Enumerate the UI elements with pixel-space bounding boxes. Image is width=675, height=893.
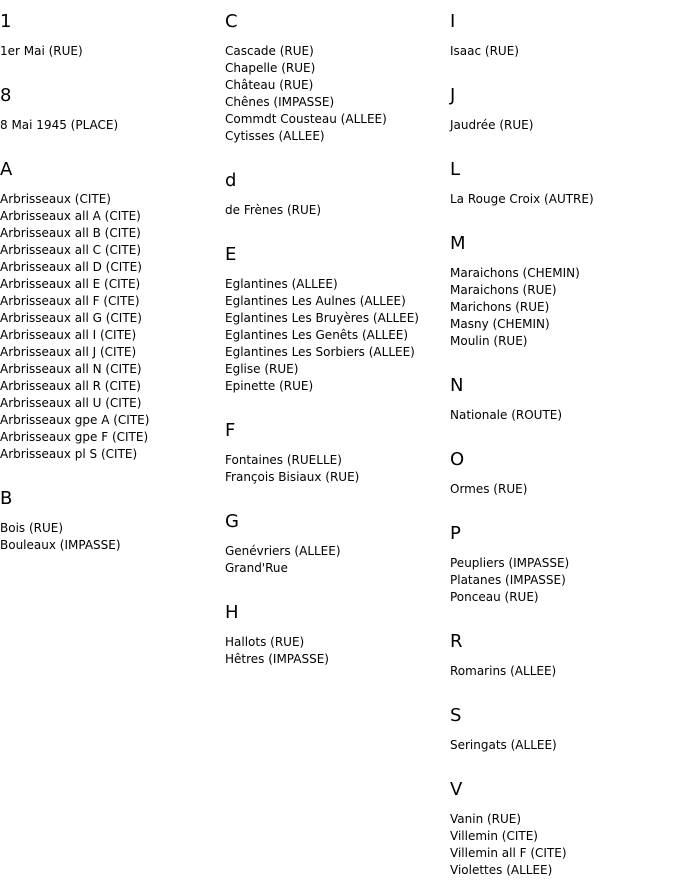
street-list-item: Chapelle (RUE) bbox=[225, 61, 316, 75]
section-letter-heading: 8 bbox=[0, 85, 12, 106]
street-list-item: Grand'Rue bbox=[225, 561, 288, 575]
street-list-item: Romarins (ALLEE) bbox=[450, 664, 557, 678]
street-list-item: Ponceau (RUE) bbox=[450, 590, 539, 604]
letter-section bbox=[450, 364, 674, 424]
street-list-item: Arbrisseaux all C (CITE) bbox=[0, 243, 142, 257]
street-list-item: Arbrisseaux all G (CITE) bbox=[0, 311, 142, 325]
street-list-item: Eglantines Les Sorbiers (ALLEE) bbox=[225, 345, 415, 359]
street-list bbox=[225, 634, 449, 668]
section-letter-heading: N bbox=[450, 375, 464, 396]
street-list-item: Arbrisseaux all U (CITE) bbox=[0, 396, 142, 410]
letter-section bbox=[0, 74, 224, 134]
street-list-item: Isaac (RUE) bbox=[450, 44, 519, 58]
street-list-item: Cytisses (ALLEE) bbox=[225, 129, 325, 143]
letter-section bbox=[0, 148, 224, 463]
street-list-item: Genévriers (ALLEE) bbox=[225, 544, 341, 558]
street-list-item: Nationale (ROUTE) bbox=[450, 408, 563, 422]
section-letter-heading: S bbox=[450, 705, 462, 726]
street-list-item: La Rouge Croix (AUTRE) bbox=[450, 192, 594, 206]
street-list bbox=[225, 452, 449, 486]
letter-section bbox=[450, 512, 674, 606]
letter-section bbox=[450, 74, 674, 134]
street-list-item: de Frènes (RUE) bbox=[225, 203, 322, 217]
street-list-item: Hallots (RUE) bbox=[225, 635, 305, 649]
street-list-item: Cascade (RUE) bbox=[225, 44, 314, 58]
street-list-item: 1er Mai (RUE) bbox=[0, 44, 83, 58]
street-list-item: Arbrisseaux gpe A (CITE) bbox=[0, 413, 150, 427]
street-list-item: Moulin (RUE) bbox=[450, 334, 528, 348]
street-list-item: Marichons (RUE) bbox=[450, 300, 550, 314]
street-list-item: Arbrisseaux all F (CITE) bbox=[0, 294, 140, 308]
street-list-item: Chênes (IMPASSE) bbox=[225, 95, 335, 109]
street-list bbox=[450, 481, 674, 498]
street-list-item: Vanin (RUE) bbox=[450, 812, 522, 826]
street-list-item: Platanes (IMPASSE) bbox=[450, 573, 566, 587]
section-letter-heading: V bbox=[450, 779, 463, 800]
letter-section bbox=[225, 409, 449, 486]
letter-section bbox=[225, 500, 449, 577]
street-list bbox=[450, 265, 674, 350]
street-list bbox=[450, 555, 674, 606]
section-letter-heading: I bbox=[450, 11, 456, 32]
street-list bbox=[450, 663, 674, 680]
street-list-item: Jaudrée (RUE) bbox=[450, 118, 534, 132]
street-list bbox=[450, 43, 674, 60]
letter-section bbox=[0, 0, 224, 60]
letter-section bbox=[450, 0, 674, 60]
letter-section bbox=[450, 438, 674, 498]
street-list bbox=[0, 520, 224, 554]
street-list-item: Peupliers (IMPASSE) bbox=[450, 556, 570, 570]
street-list bbox=[225, 543, 449, 577]
street-list-item: Violettes (ALLEE) bbox=[450, 863, 553, 877]
section-letter-heading: B bbox=[0, 488, 13, 509]
street-list-item: François Bisiaux (RUE) bbox=[225, 470, 360, 484]
street-list-item: Fontaines (RUELLE) bbox=[225, 453, 342, 467]
letter-section bbox=[225, 0, 449, 145]
section-letter-heading: G bbox=[225, 511, 239, 532]
street-list-item: Arbrisseaux all D (CITE) bbox=[0, 260, 142, 274]
street-list-item: Eglantines Les Aulnes (ALLEE) bbox=[225, 294, 406, 308]
letter-section bbox=[450, 694, 674, 754]
street-list-item: Arbrisseaux all A (CITE) bbox=[0, 209, 141, 223]
street-list-item: Eglantines (ALLEE) bbox=[225, 277, 338, 291]
section-letter-heading: J bbox=[450, 85, 456, 106]
street-list-item: Arbrisseaux all E (CITE) bbox=[0, 277, 141, 291]
letter-section bbox=[225, 159, 449, 219]
street-list bbox=[450, 811, 674, 879]
section-letter-heading: O bbox=[450, 449, 465, 470]
section-letter-heading: 1 bbox=[0, 11, 12, 32]
street-list-item: Arbrisseaux all J (CITE) bbox=[0, 345, 137, 359]
section-letter-heading: L bbox=[450, 159, 461, 180]
street-list bbox=[450, 117, 674, 134]
street-list-item: Arbrisseaux pl S (CITE) bbox=[0, 447, 138, 461]
letter-section bbox=[450, 620, 674, 680]
street-list-item: Arbrisseaux all I (CITE) bbox=[0, 328, 137, 342]
street-list-item: Seringats (ALLEE) bbox=[450, 738, 557, 752]
street-list bbox=[450, 191, 674, 208]
section-letter-heading: d bbox=[225, 170, 237, 191]
street-list-item: Hêtres (IMPASSE) bbox=[225, 652, 329, 666]
street-list-item: Eglantines Les Genêts (ALLEE) bbox=[225, 328, 409, 342]
section-letter-heading: F bbox=[225, 420, 236, 441]
street-list-item: Eglantines Les Bruyères (ALLEE) bbox=[225, 311, 419, 325]
section-letter-heading: M bbox=[450, 233, 466, 254]
street-list-item: Maraichons (CHEMIN) bbox=[450, 266, 580, 280]
letter-section bbox=[0, 477, 224, 554]
street-list-item: Epinette (RUE) bbox=[225, 379, 314, 393]
street-list-item: Arbrisseaux all N (CITE) bbox=[0, 362, 142, 376]
street-list-item: Masny (CHEMIN) bbox=[450, 317, 550, 331]
street-list bbox=[225, 202, 449, 219]
street-list-item: Villemin all F (CITE) bbox=[450, 846, 567, 860]
street-list-item: Maraichons (RUE) bbox=[450, 283, 557, 297]
street-list-item: Commdt Cousteau (ALLEE) bbox=[225, 112, 387, 126]
letter-section bbox=[225, 233, 449, 395]
section-letter-heading: A bbox=[0, 159, 13, 180]
street-list bbox=[225, 43, 449, 145]
street-list bbox=[0, 43, 224, 60]
street-list-item: Ormes (RUE) bbox=[450, 482, 528, 496]
street-list bbox=[450, 407, 674, 424]
street-list-item: Bois (RUE) bbox=[0, 521, 64, 535]
section-letter-heading: H bbox=[225, 602, 239, 623]
section-letter-heading: R bbox=[450, 631, 463, 652]
street-list-item: Eglise (RUE) bbox=[225, 362, 299, 376]
street-list-item: Arbrisseaux all B (CITE) bbox=[0, 226, 141, 240]
street-index-column-1 bbox=[0, 0, 224, 568]
street-list-item: Villemin (CITE) bbox=[450, 829, 538, 843]
street-list bbox=[0, 191, 224, 463]
street-list-item: 8 Mai 1945 (PLACE) bbox=[0, 118, 119, 132]
street-index-column-3 bbox=[450, 0, 674, 893]
letter-section bbox=[450, 222, 674, 350]
street-list-item: Château (RUE) bbox=[225, 78, 314, 92]
street-list-item: Bouleaux (IMPASSE) bbox=[0, 538, 121, 552]
section-letter-heading: C bbox=[225, 11, 238, 32]
section-letter-heading: E bbox=[225, 244, 237, 265]
street-index-column-2 bbox=[225, 0, 449, 682]
street-list bbox=[450, 737, 674, 754]
letter-section bbox=[450, 148, 674, 208]
letter-section bbox=[450, 768, 674, 879]
street-list bbox=[0, 117, 224, 134]
street-list bbox=[225, 276, 449, 395]
street-list-item: Arbrisseaux gpe F (CITE) bbox=[0, 430, 149, 444]
street-list-item: Arbrisseaux all R (CITE) bbox=[0, 379, 141, 393]
section-letter-heading: P bbox=[450, 523, 461, 544]
street-list-item: Arbrisseaux (CITE) bbox=[0, 192, 111, 206]
letter-section bbox=[225, 591, 449, 668]
